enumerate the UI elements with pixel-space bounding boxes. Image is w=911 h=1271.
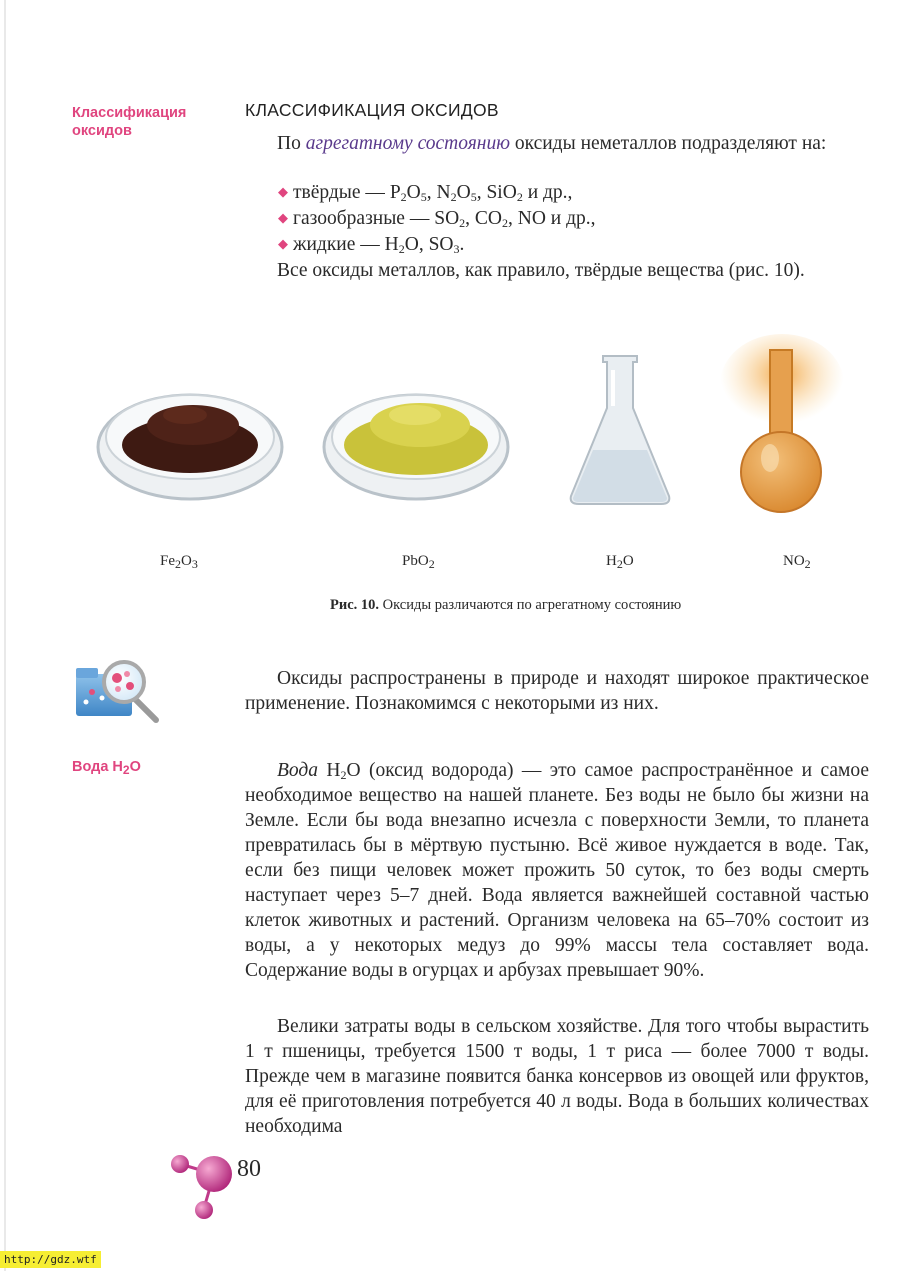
bullet-liquid: ◆ жидкие — $H_2O$, $SO_3$. xyxy=(278,234,465,256)
margin-label-water xyxy=(72,758,141,776)
petri-dish-pbo2-image xyxy=(320,375,512,505)
petri-dish-fe2o3-image xyxy=(95,375,285,505)
intro-paragraph xyxy=(245,131,869,156)
label-pbo2-text: PbO xyxy=(402,553,429,569)
bullet-liquid-label: жидкие — xyxy=(293,234,385,255)
caption-bold: Рис. 10. xyxy=(330,597,380,613)
label-h2o-text: H xyxy=(606,553,617,569)
water-formula-b: O xyxy=(346,760,361,781)
bullet-gas: ◆ газообразные — $SO_2$, $CO_2$, NO и др., xyxy=(278,208,596,230)
margin-label-water-end: O xyxy=(129,759,141,775)
paragraph-water: Вода $H_2O$ (оксид водорода) — это самое распространённое и самое необходимое вещество на нашей планете. Без воды не было бы жизни на Земле. Если бы вода внезапно исчезла с поверхности Земли, то планета превратилась бы в мёртвую пустыню. Всё живое нуждается в воде. Так, если без пищи человек может прожить 50 суток, то без воды смерть наступает через 5–7 дней. Вода является важнейшей составной частью клеток животных и растений. Организм человека на 65–70% состоит из воды, а у некоторых медуз до 99% массы тела составляет вода. Содержание воды в огурцах и арбузах превышает 90%. xyxy=(245,760,869,981)
water-formula-a: H xyxy=(318,760,341,781)
paragraph-agriculture: Велики затраты воды в сельском хозяйстве. Для того чтобы вырастить 1 т пшеницы, требуется 1500 т воды, 1 т риса — более 7000 т воды. Прежде чем в магазине появится банка консервов из овощей или фруктов, для её приготовления потребуется 40 л воды. Вода в больших количествах необходима xyxy=(245,1016,869,1137)
label-pbo2: PbO$_2$ xyxy=(402,553,435,571)
intro-end: оксиды неметаллов подразделяют на: xyxy=(509,133,827,154)
bullet-solid-label: твёрдые — xyxy=(293,182,390,203)
diamond-bullet-icon: ◆ xyxy=(278,210,288,225)
margin-label-classification xyxy=(72,104,186,140)
margin-label-water-sub: 2 xyxy=(122,763,130,777)
flask-no2-image xyxy=(720,332,845,517)
intro-italic: агрегатному состоянию xyxy=(305,133,510,154)
caption-text: Оксиды различаются по агрегатному состоянию xyxy=(379,597,682,613)
label-no2-text: NO xyxy=(783,553,805,569)
paragraph-oxides-nature: Оксиды распространены в природе и находят широкое практическое применение. Познакомимся с некоторыми из них. xyxy=(245,668,869,714)
label-h2o: $H_2O$ xyxy=(606,553,634,571)
intro-start: По xyxy=(277,133,306,154)
margin-label-water-text: Вода H xyxy=(72,759,123,775)
molecule-icon xyxy=(168,1150,243,1222)
page-edge-line xyxy=(4,0,6,1271)
diamond-bullet-icon: ◆ xyxy=(278,236,288,251)
water-italic: Вода xyxy=(277,760,319,781)
research-magnifier-icon xyxy=(72,656,164,728)
section-heading: КЛАССИФИКАЦИЯ ОКСИДОВ xyxy=(245,100,499,120)
metals-paragraph: Все оксиды металлов, как правило, твёрдые вещества (рис. 10). xyxy=(277,260,805,281)
flask-water-image xyxy=(565,350,675,510)
diamond-bullet-icon: ◆ xyxy=(278,184,288,199)
bullet-list xyxy=(278,180,596,258)
label-fe2o3: $Fe_2O_3$ xyxy=(160,553,198,571)
margin-label-line1: Классификация xyxy=(72,105,187,121)
figure-caption xyxy=(330,597,681,614)
label-no2: $NO_2$ xyxy=(783,553,811,571)
margin-label-line2: оксидов xyxy=(72,123,132,139)
watermark-url: http://gdz.wtf xyxy=(0,1251,101,1268)
page-number: 80 xyxy=(237,1156,261,1182)
bullet-gas-label: газообразные — xyxy=(293,208,435,229)
water-text: (оксид водорода) — это самое распространённое и самое необходимое вещество на нашей планете. Без воды не было бы жизни на Земле. Если бы вода внезапно исчезла с поверхности Земли, то планета превратилась бы в мёртвую пустыню. Всё живое нуждается в воде. Так, если без пищи человек может прожить 50 суток, то без воды смерть наступает через 5–7 дней. Вода является важнейшей составной частью клеток животных и растений. Организм человека на 65–70% состоит из воды, а у некоторых медуз до 99% массы тела составляет вода. Содержание воды в огурцах и арбузах превышает 90%. xyxy=(245,760,869,981)
label-fe2o3-text: Fe xyxy=(160,553,175,569)
bullet-solid: ◆ твёрдые — $P_2O_5$, $N_2O_5$, SiO$_2$ и др., xyxy=(278,182,573,204)
